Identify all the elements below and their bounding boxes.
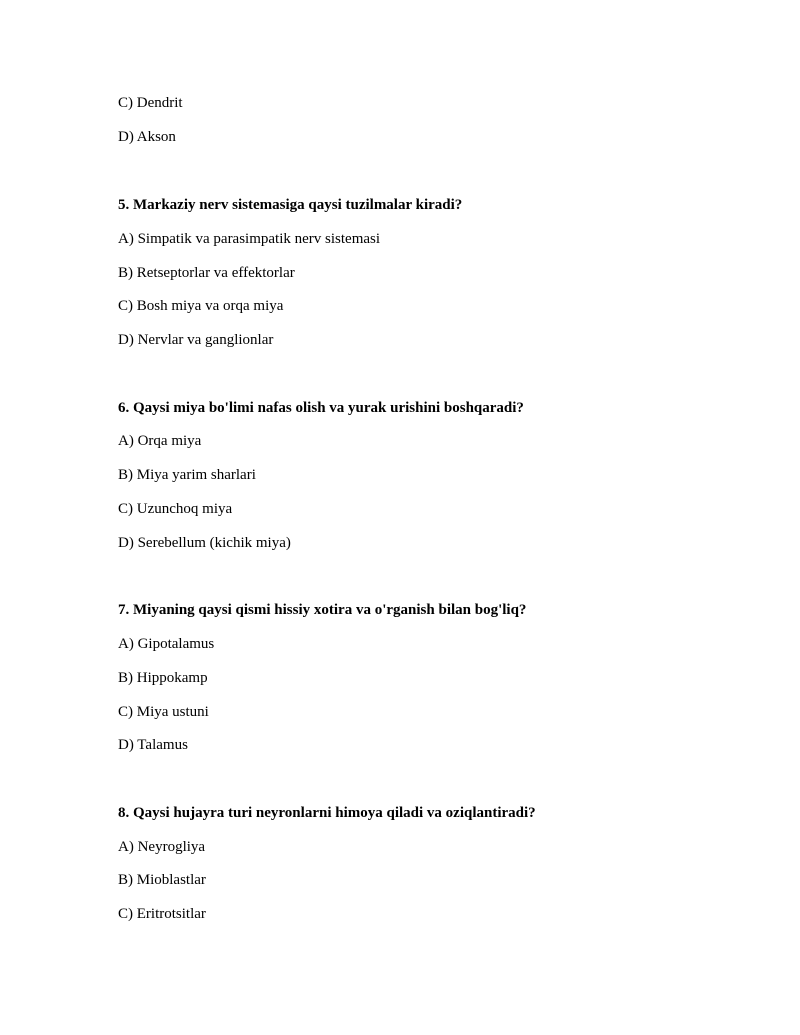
question-5-option-b: B) Retseptorlar va effektorlar (118, 265, 295, 281)
question-7-option-b: B) Hippokamp (118, 670, 208, 686)
option-prev-c: C) Dendrit (118, 95, 183, 111)
question-8-text: 8. Qaysi hujayra turi neyronlarni himoya qiladi va oziqlantiradi? (118, 805, 536, 821)
question-7-option-c: C) Miya ustuni (118, 704, 209, 720)
question-5-option-d: D) Nervlar va ganglionlar (118, 332, 274, 348)
question-7-text: 7. Miyaning qaysi qismi hissiy xotira va o'rganish bilan bog'liq? (118, 602, 527, 618)
question-6-option-c: C) Uzunchoq miya (118, 501, 233, 517)
question-6-option-b: B) Miya yarim sharlari (118, 467, 256, 483)
question-7-option-d: D) Talamus (118, 737, 188, 753)
question-6-option-d: D) Serebellum (kichik miya) (118, 535, 291, 551)
question-5-text: 5. Markaziy nerv sistemasiga qaysi tuzilmalar kiradi? (118, 197, 463, 213)
question-7-option-a: A) Gipotalamus (118, 636, 215, 652)
option-prev-d: D) Akson (118, 129, 176, 145)
question-8-option-b: B) Mioblastlar (118, 872, 206, 888)
question-5-option-c: C) Bosh miya va orqa miya (118, 298, 284, 314)
question-8-option-a: A) Neyrogliya (118, 839, 206, 855)
question-6-text: 6. Qaysi miya bo'limi nafas olish va yurak urishini boshqaradi? (118, 400, 524, 416)
question-8-option-c: C) Eritrotsitlar (118, 906, 206, 922)
question-5-option-a: A) Simpatik va parasimpatik nerv sistemasi (118, 231, 381, 247)
question-6-option-a: A) Orqa miya (118, 433, 202, 449)
